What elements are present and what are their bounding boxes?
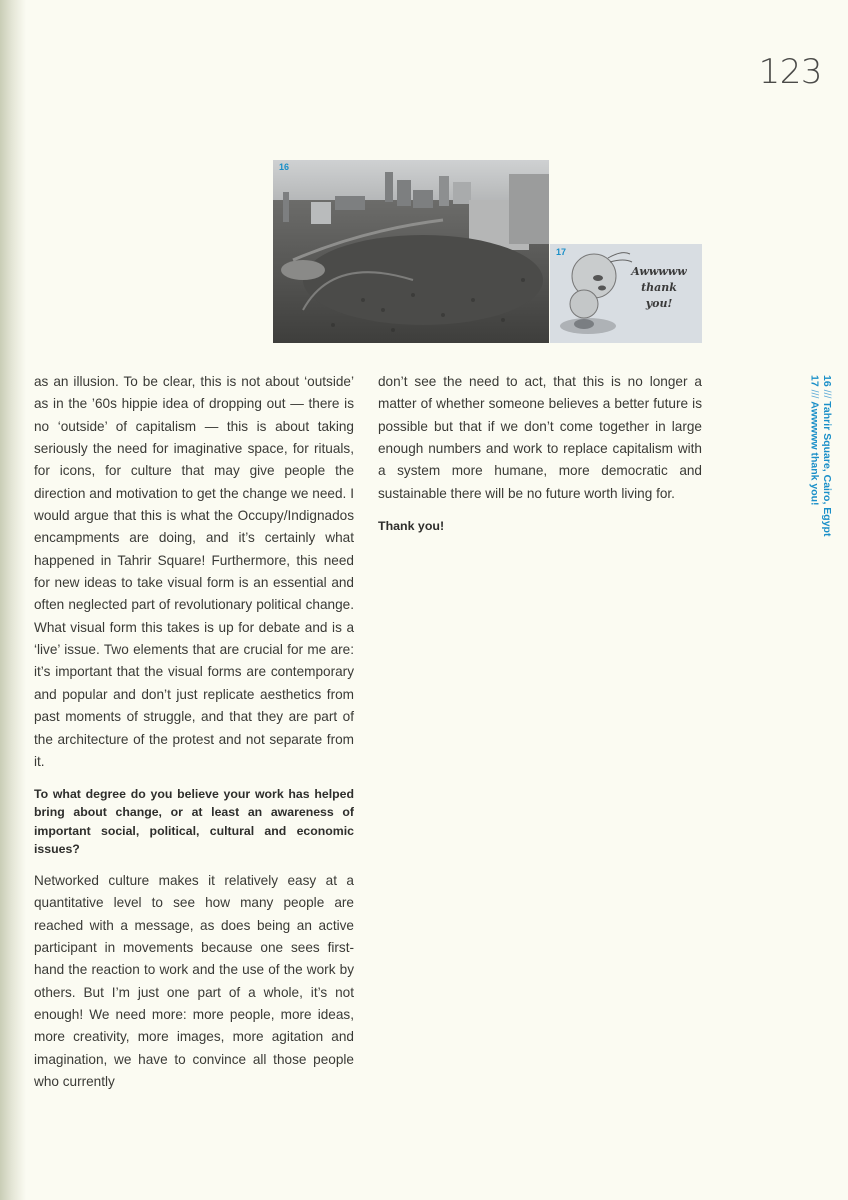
- caption-17: [808, 375, 821, 536]
- figure-17-thank-you-card: [550, 244, 702, 343]
- caption-separator: ///: [808, 389, 821, 399]
- interview-question: To what degree do you believe your work has helped bring about change, or at least an awareness of important social, political, cultural and economic issues?: [34, 787, 354, 856]
- caption-number: 17: [808, 375, 821, 387]
- figure-captions: [808, 375, 833, 536]
- figure-16-tahrir-square-photo: [273, 160, 549, 343]
- caption-16: [821, 375, 834, 536]
- body-paragraph: as an illusion. To be clear, this is not about ‘outside’ as in the ’60s hippie idea of dropping out — there is no ‘outside’ of capitalism — this is about taking seriously the need for imaginative space, for rituals, for icons, for culture that may give people the direction and motivation to get the change we need. I would argue that this is what the Occupy/Indignados encampments are doing, and it’s certainly what happened in Tahrir Square! Furthermore, this need for new ideas to take visual form is an essential and often neglected part of revolutionary political change. What visual form this takes is up for debate and is a ‘live’ issue. Two elements that are crucial for me are: it’s important that the visual forms are contemporary and popular and don’t just replicate aesthetics from past moments of struggle, and that they are part of the architecture of the protest and not separate from it.: [34, 374, 354, 769]
- body-paragraph: Networked culture makes it relatively easy at a quantitative level to see how many people are reached with a message, as does being an active participant in movements because one sees first-hand the reaction to work and the use of the work by others. But I’m just one part of a whole, it’s not enough! We need more: more people, more ideas, more creativity, more images, more agitation and imagination, we have to convince all those people who currently: [34, 873, 354, 1090]
- caption-separator: ///: [821, 389, 833, 399]
- right-text-column: [378, 371, 702, 537]
- greeting-line-1: Awwwww: [631, 265, 687, 278]
- caption-text: Awwwww thank you!: [808, 401, 821, 506]
- closing-line: Thank you!: [378, 519, 445, 534]
- tahrir-square-photo: [273, 160, 549, 343]
- caption-text: Tahrir Square, Cairo, Egypt: [821, 401, 833, 537]
- greeting-line-2: thank: [641, 281, 677, 294]
- figure-number-17: 17: [556, 247, 567, 257]
- left-text-column: [34, 371, 354, 1093]
- greeting-line-3: you!: [645, 297, 673, 310]
- page-gutter-shadow: [0, 0, 26, 1200]
- page-number: 123: [758, 52, 822, 92]
- figure-number-16: 16: [279, 162, 290, 172]
- card-greeting-text: [624, 264, 694, 312]
- body-paragraph: don’t see the need to act, that this is no longer a matter of whether someone believes a better future is possible but that if we don’t come together in large enough numbers and work to replace capitalism with a system more humane, more democratic and sustainable there will be no future worth living for.: [378, 374, 702, 501]
- caption-number: 16: [821, 375, 833, 387]
